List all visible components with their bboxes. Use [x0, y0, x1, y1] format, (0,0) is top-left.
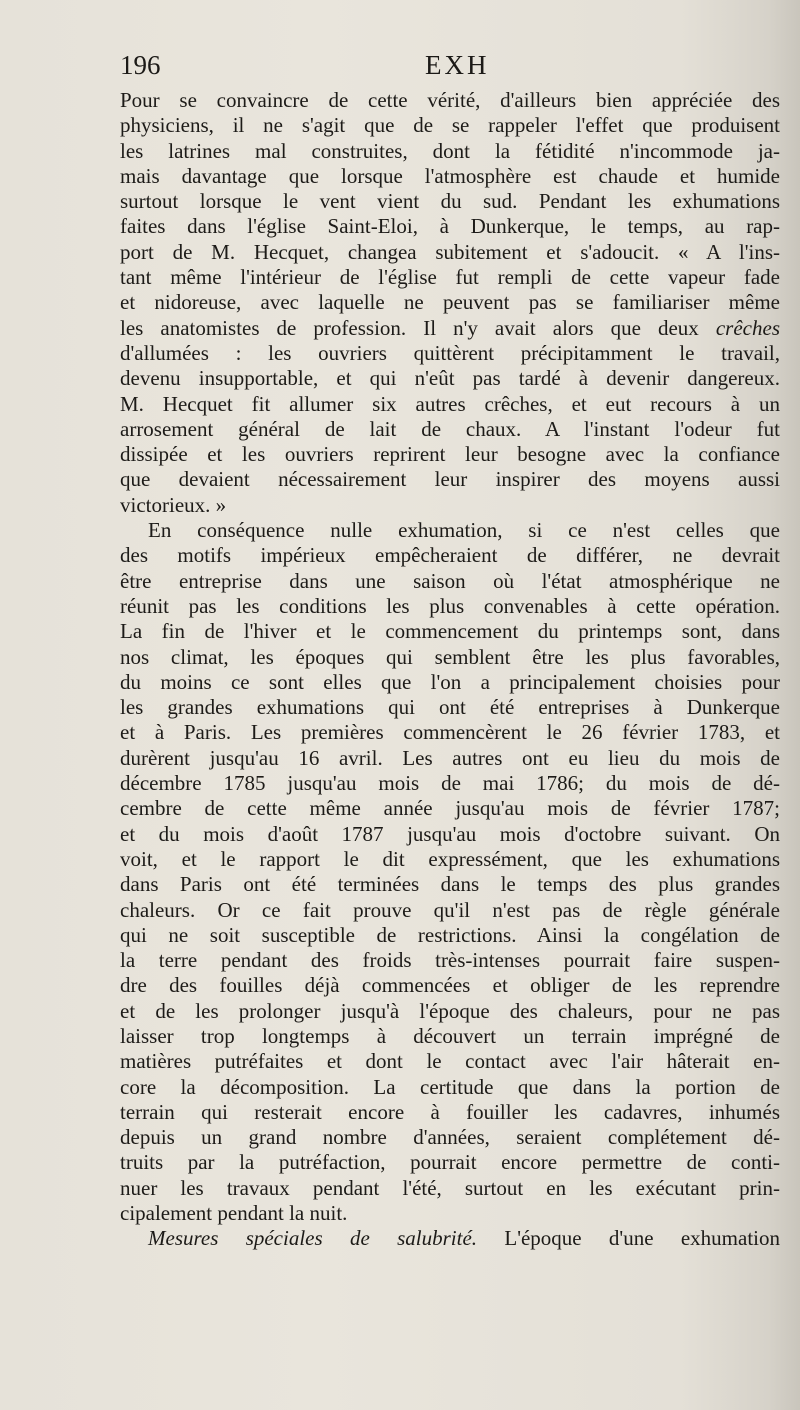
text-line: arrosement général de lait de chaux. A l'instant l'odeur fut [120, 416, 780, 441]
section-heading-line: Mesures spéciales de salubrité. L'époque d'une exhumation [148, 1226, 780, 1251]
text-line: la terre pendant des froids très-intenses pourrait faire suspen- [120, 948, 780, 973]
text-line: cembre de cette même année jusqu'au mois de février 1787; [120, 796, 780, 821]
text-line: les anatomistes de profession. Il n'y avait alors que deux crêches [120, 315, 780, 340]
text-line: et à Paris. Les premières commencèrent le 26 février 1783, et [120, 720, 780, 745]
text-line: et du mois d'août 1787 jusqu'au mois d'octobre suivant. On [120, 821, 780, 846]
text-line: les grandes exhumations qui ont été entreprises à Dunkerque [120, 695, 780, 720]
text-line: voit, et le rapport le dit expressément, que les exhumations [120, 846, 780, 871]
text-line: core la décomposition. La certitude que dans la portion de [120, 1074, 780, 1099]
text-line: durèrent jusqu'au 16 avril. Les autres ont eu lieu du mois de [120, 745, 780, 770]
text-line: En conséquence nulle exhumation, si ce n'est celles que [148, 518, 780, 543]
text-line: Pour se convaincre de cette vérité, d'ailleurs bien appréciée des [120, 88, 780, 112]
section-heading: Mesures spéciales de salubrité. [148, 1226, 478, 1251]
text-line: port de M. Hecquet, changea subitement et s'adoucit. « A l'ins- [120, 239, 780, 264]
text-line: matières putréfaites et dont le contact avec l'air hâterait en- [120, 1049, 780, 1074]
text-line: être entreprise dans une saison où l'état atmosphérique ne [120, 568, 780, 593]
text-line: d'allumées : les ouvriers quittèrent précipitamment le travail, [120, 340, 780, 365]
text-line: les latrines mal construites, dont la fétidité n'incommode ja- [120, 138, 780, 163]
text-line: dre des fouilles déjà commencées et obliger de les reprendre [120, 973, 780, 998]
text-line: chaleurs. Or ce fait prouve qu'il n'est pas de règle générale [120, 897, 780, 922]
text-line: cipalement pendant la nuit. [120, 1201, 348, 1226]
text-line: victorieux. » [120, 492, 227, 517]
text-line: surtout lorsque le vent vient du sud. Pendant les exhumations [120, 189, 780, 214]
text-line: et nidoreuse, avec laquelle ne peuvent pas se familiariser même [120, 290, 780, 315]
text-line: nuer les travaux pendant l'été, surtout en les exécutant prin- [120, 1175, 780, 1200]
text-line: nos climat, les époques qui semblent être les plus favorables, [120, 644, 780, 669]
text-line: du moins ce sont elles que l'on a principalement choisies pour [120, 669, 780, 694]
text-line: décembre 1785 jusqu'au mois de mai 1786; du mois de dé- [120, 771, 780, 796]
text-line: laisser trop longtemps à découvert un terrain imprégné de [120, 1023, 780, 1048]
page-header [120, 50, 780, 86]
text-line: terrain qui resterait encore à fouiller les cadavres, inhumés [120, 1099, 780, 1124]
text-line: mais davantage que lorsque l'atmosphère est chaude et humide [120, 163, 780, 188]
text-line: des motifs impérieux empêcheraient de différer, ne devrait [120, 543, 780, 568]
running-head: EXH [425, 50, 490, 80]
text-line: que devaient nécessairement leur inspirer des moyens aussi [120, 467, 780, 492]
italic-word: crêches [715, 315, 780, 340]
text-line: faites dans l'église Saint-Eloi, à Dunkerque, le temps, au rap- [120, 214, 780, 239]
page-number: 196 [120, 50, 161, 80]
text-line: dissipée et les ouvriers reprirent leur besogne avec la confiance [120, 442, 780, 467]
text-line: truits par la putréfaction, pourrait encore permettre de conti- [120, 1150, 780, 1175]
text-line: qui ne soit susceptible de restrictions. Ainsi la congélation de [120, 922, 780, 947]
text-line: devenu insupportable, et qui n'eût pas tardé à devenir dangereux. [120, 366, 780, 391]
text-line: et de les prolonger jusqu'à l'époque des chaleurs, pour ne pas [120, 998, 780, 1023]
text-line: depuis un grand nombre d'années, seraient complétement dé- [120, 1125, 780, 1150]
body-text [120, 88, 780, 1252]
text-line: M. Hecquet fit allumer six autres crêches, et eut recours à un [120, 391, 780, 416]
text-line: réunit pas les conditions les plus convenables à cette opération. [120, 593, 780, 618]
text-line: tant même l'intérieur de l'église fut rempli de cette vapeur fade [120, 265, 780, 290]
text-line: physiciens, il ne s'agit que de se rappeler l'effet que produisent [120, 113, 780, 138]
text-line: dans Paris ont été terminées dans le temps des plus grandes [120, 872, 780, 897]
text-line: La fin de l'hiver et le commencement du printemps sont, dans [120, 619, 780, 644]
